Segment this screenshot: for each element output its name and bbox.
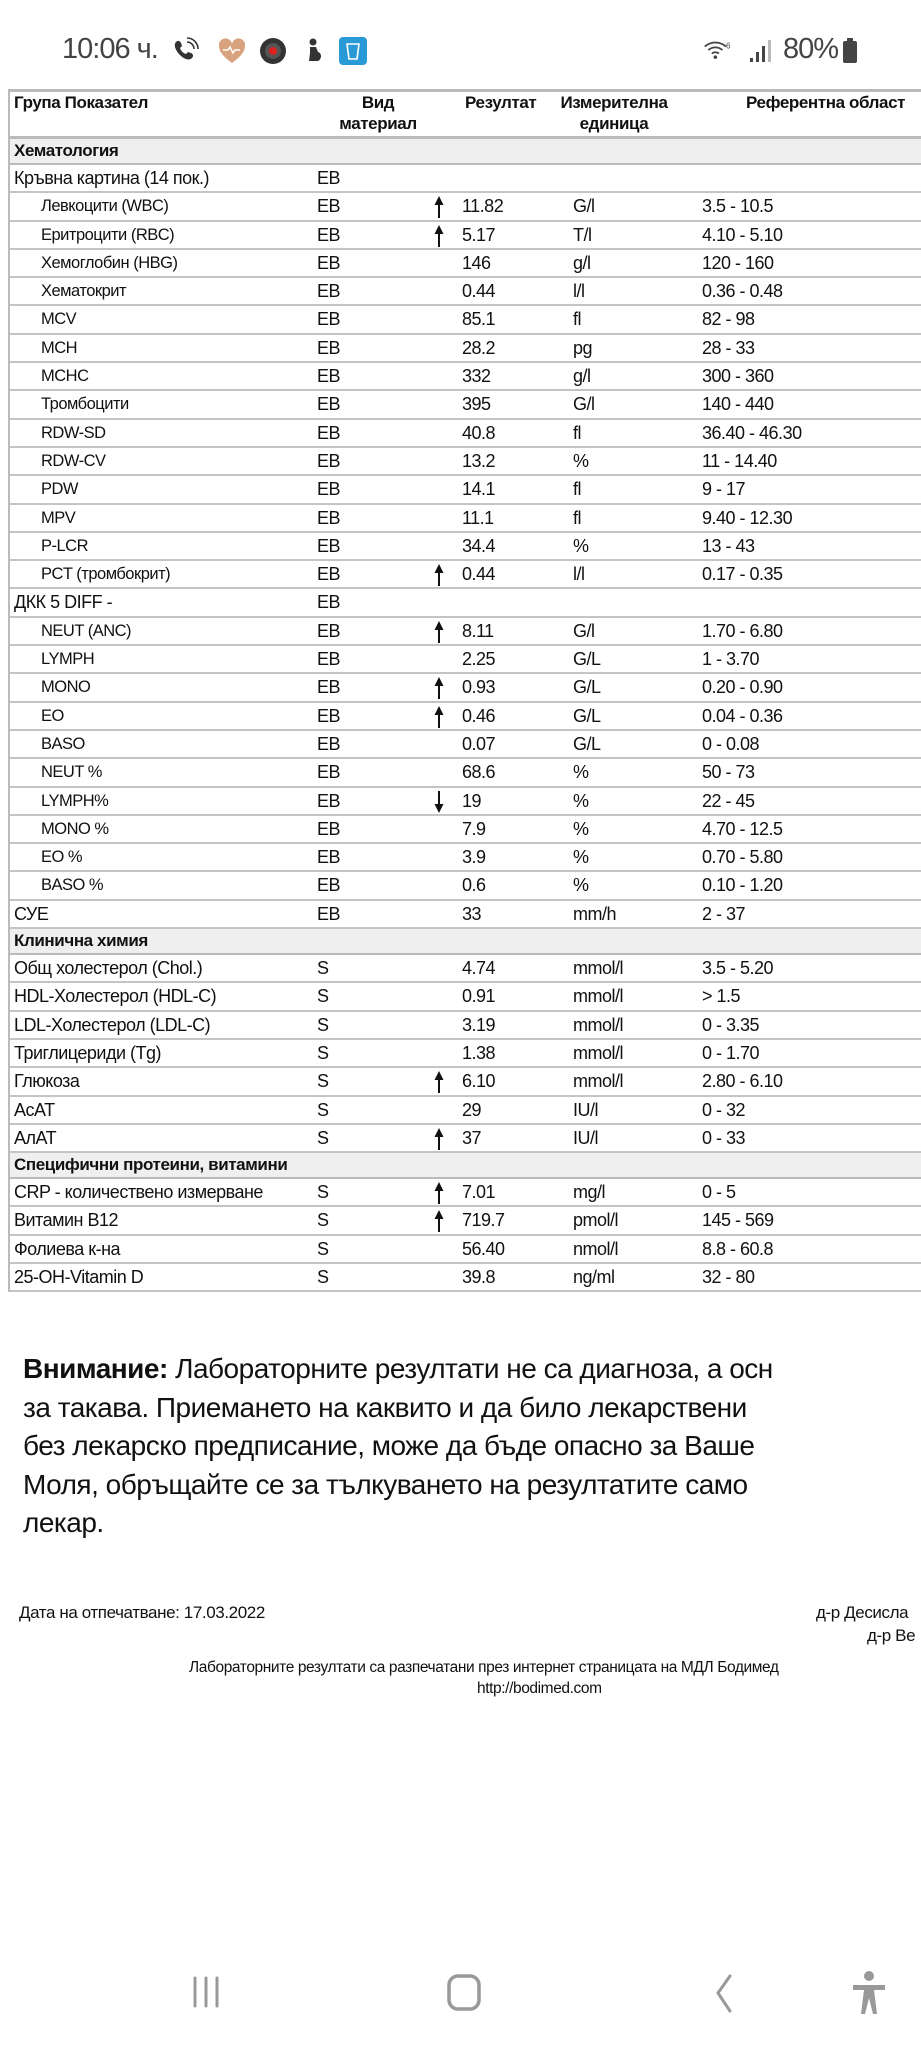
unit: pg (573, 337, 593, 358)
result-value: 33 (462, 903, 482, 924)
reference-range: 0 - 1.70 (702, 1042, 760, 1063)
table-row (10, 759, 921, 787)
section-header: Хематология (10, 139, 921, 165)
unit: mmol/l (573, 1014, 623, 1035)
result-value: 11.82 (462, 196, 504, 217)
result-value: 14.1 (462, 479, 496, 500)
reference-range: 32 - 80 (702, 1266, 755, 1287)
reference-range: 3.5 - 5.20 (702, 958, 774, 979)
material: EB (317, 705, 341, 726)
table-row (10, 1236, 921, 1264)
table-row (10, 872, 921, 900)
reference-range: 0 - 32 (702, 1099, 746, 1120)
home-button[interactable] (444, 1968, 484, 2016)
table-row (10, 788, 921, 816)
reference-range: 9.40 - 12.30 (702, 507, 793, 528)
unit: G/l (573, 620, 595, 641)
test-name: NEUT % (41, 763, 102, 782)
reference-range: 0.20 - 0.90 (702, 677, 783, 698)
reference-range: 1.70 - 6.80 (702, 620, 783, 641)
table-row (10, 1207, 921, 1235)
test-name: EO (41, 706, 64, 725)
result-value: 3.9 (462, 847, 486, 868)
test-name: MCHC (41, 367, 89, 386)
reference-range: 50 - 73 (702, 762, 755, 783)
test-name: NEUT (ANC) (41, 621, 132, 640)
reference-range: 28 - 33 (702, 337, 755, 358)
unit: IU/l (573, 1127, 598, 1148)
test-name: BASO % (41, 876, 104, 895)
reference-range: 4.70 - 12.5 (702, 818, 783, 839)
water-reminder-icon (338, 36, 368, 66)
header-unit: Измерителна единица (560, 93, 668, 133)
unit: % (573, 762, 589, 783)
test-name: MONO % (41, 819, 109, 838)
table-row (10, 391, 921, 419)
reference-range: 0.36 - 0.48 (702, 281, 783, 302)
reference-range: 300 - 360 (702, 366, 774, 387)
warning-line: без лекарско предписание, може да бъде опасно за Ваше (23, 1430, 755, 1461)
table-row (10, 476, 921, 504)
table-row (10, 222, 921, 250)
reference-range: 0.70 - 5.80 (702, 847, 783, 868)
unit: fl (573, 309, 581, 330)
test-name: Тромбоцити (41, 395, 129, 414)
result-value: 4.74 (462, 958, 496, 979)
table-row (10, 844, 921, 872)
material: S (317, 1042, 329, 1063)
result-value: 7.9 (462, 818, 486, 839)
table-header (10, 92, 921, 139)
reference-range: 0 - 33 (702, 1127, 746, 1148)
result-value: 719.7 (462, 1210, 505, 1231)
unit: % (573, 535, 589, 556)
result-value: 56.40 (462, 1238, 505, 1259)
unit: nmol/l (573, 1238, 619, 1259)
material: S (317, 1099, 329, 1120)
material: EB (317, 733, 341, 754)
table-row (10, 165, 921, 193)
unit: fl (573, 479, 581, 500)
material: EB (317, 875, 341, 896)
test-name: RDW-SD (41, 423, 106, 442)
table-row (10, 618, 921, 646)
result-value: 8.11 (462, 620, 494, 641)
back-button[interactable] (706, 1968, 740, 2016)
result-value: 39.8 (462, 1266, 496, 1287)
result-value: 395 (462, 394, 491, 415)
reference-range: 8.8 - 60.8 (702, 1238, 774, 1259)
material: EB (317, 224, 341, 245)
result-value: 11.1 (462, 507, 494, 528)
test-name: Еритроцити (RBC) (41, 225, 175, 244)
material: EB (317, 790, 341, 811)
doctor-name-1: д-р Десисла (816, 1603, 909, 1622)
reference-range: 140 - 440 (702, 394, 774, 415)
test-name: Фолиева к-на (14, 1238, 121, 1259)
material: EB (317, 281, 341, 302)
table-row (10, 703, 921, 731)
unit: ng/ml (573, 1266, 615, 1287)
unit: l/l (573, 564, 585, 585)
reference-range: 145 - 569 (702, 1210, 774, 1231)
result-value: 40.8 (462, 422, 496, 443)
result-value: 2.25 (462, 649, 496, 670)
reference-range: 1 - 3.70 (702, 649, 760, 670)
unit: G/L (573, 733, 601, 754)
material: EB (317, 592, 341, 613)
material: EB (317, 507, 341, 528)
material: S (317, 1182, 329, 1203)
table-row (10, 674, 921, 702)
material: EB (317, 535, 341, 556)
table-row (10, 420, 921, 448)
table-row (10, 561, 921, 589)
pregnancy-icon (300, 36, 330, 66)
unit: G/L (573, 677, 601, 698)
table-row (10, 646, 921, 674)
test-name: Хематокрит (41, 282, 127, 301)
test-name: Хемоглобин (HBG) (41, 253, 178, 272)
result-value: 7.01 (462, 1182, 496, 1203)
signal-icon (746, 36, 776, 66)
reference-range: 0 - 3.35 (702, 1014, 760, 1035)
material: EB (317, 903, 341, 924)
battery-percent: 80% (783, 33, 839, 65)
unit: mmol/l (573, 986, 623, 1007)
material: EB (317, 649, 341, 670)
results-table (8, 89, 921, 1292)
test-name: АлАТ (14, 1127, 57, 1148)
result-value: 0.6 (462, 875, 486, 896)
test-name: MONO (41, 678, 91, 697)
print-date: Дата на отпечатване: 17.03.2022 (19, 1603, 265, 1622)
reference-range: 0 - 0.08 (702, 733, 760, 754)
reference-range: 0.04 - 0.36 (702, 705, 783, 726)
battery-icon (842, 36, 858, 66)
result-value: 146 (462, 252, 491, 273)
unit: mmol/l (573, 958, 623, 979)
doctor-name-2: д-р Ве (867, 1626, 916, 1645)
material: EB (317, 168, 341, 188)
test-name: PCT (тромбокрит) (41, 565, 171, 584)
result-value: 6.10 (462, 1071, 496, 1092)
material: EB (317, 677, 341, 698)
table-row (10, 1040, 921, 1068)
reference-range: 2 - 37 (702, 903, 746, 924)
unit: % (573, 875, 589, 896)
result-value: 1.38 (462, 1042, 496, 1063)
test-name: CRP - количествено измерване (14, 1182, 263, 1203)
reference-range: 36.40 - 46.30 (702, 422, 802, 443)
result-value: 0.46 (462, 705, 496, 726)
warning-label: Внимание: (23, 1353, 168, 1384)
table-row (10, 1179, 921, 1207)
reference-range: 82 - 98 (702, 309, 755, 330)
table-row (10, 1125, 921, 1153)
table-row (10, 731, 921, 759)
svg-text:6: 6 (725, 41, 731, 51)
header-result: Резултат (465, 93, 537, 112)
unit: mmol/l (573, 1071, 623, 1092)
test-name: LYMPH (41, 650, 95, 669)
test-name: BASO (41, 734, 85, 753)
unit: % (573, 818, 589, 839)
material: EB (317, 620, 341, 641)
material: EB (317, 818, 341, 839)
table-row (10, 505, 921, 533)
accessibility-button[interactable] (849, 1968, 889, 2024)
unit: l/l (573, 281, 585, 302)
table-row (10, 1068, 921, 1096)
material: S (317, 1238, 329, 1259)
table-row (10, 363, 921, 391)
material: S (317, 1210, 329, 1231)
table-row (10, 306, 921, 334)
reference-range: 2.80 - 6.10 (702, 1071, 783, 1092)
table-row (10, 250, 921, 278)
test-name: RDW-CV (41, 451, 106, 470)
material: S (317, 1014, 329, 1035)
test-name: Глюкоза (14, 1071, 80, 1092)
health-heart-icon (217, 36, 247, 66)
unit: fl (573, 422, 581, 443)
material: EB (317, 309, 341, 330)
table-row (10, 589, 921, 617)
material: EB (317, 479, 341, 500)
table-row (10, 1264, 921, 1292)
test-name: EO % (41, 848, 83, 867)
printed-via-note: Лабораторните резултати са разпечатани през интернет страницата на МДЛ Бодимед (189, 1659, 779, 1676)
result-value: 0.93 (462, 677, 496, 698)
test-name: LDL-Холестерол (LDL-C) (14, 1014, 211, 1035)
table-row (10, 901, 921, 929)
material: EB (317, 422, 341, 443)
material: EB (317, 337, 341, 358)
test-name: Общ холестерол (Chol.) (14, 958, 203, 979)
section-header: Клинична химия (10, 929, 921, 955)
unit: IU/l (573, 1099, 598, 1120)
result-value: 5.17 (462, 224, 496, 245)
test-name: P-LCR (41, 536, 89, 555)
result-value: 0.91 (462, 986, 496, 1007)
warning-line: Лабораторните резултати не са диагноза, а осн (167, 1353, 773, 1384)
test-name: Витамин B12 (14, 1210, 119, 1231)
wifi-icon (703, 36, 733, 66)
table-row (10, 1012, 921, 1040)
result-value: 34.4 (462, 535, 496, 556)
material: S (317, 1266, 329, 1287)
reference-range: 0 - 5 (702, 1182, 736, 1203)
result-value: 0.44 (462, 564, 496, 585)
test-name: MPV (41, 508, 76, 527)
warning-line: Моля, обръщайте се за тълкуването на резултатите само (23, 1468, 748, 1500)
unit: G/L (573, 705, 601, 726)
header-name: Група Показател (14, 93, 149, 112)
material: EB (317, 450, 341, 471)
result-value: 85.1 (462, 309, 496, 330)
test-name: Левкоцити (WBC) (41, 197, 169, 216)
table-row (10, 983, 921, 1011)
material: S (317, 1127, 329, 1148)
app-record-icon (258, 36, 288, 66)
section-header: Специфични протеини, витамини (10, 1153, 921, 1179)
reference-range: 9 - 17 (702, 479, 746, 500)
table-row (10, 816, 921, 844)
material: EB (317, 366, 341, 387)
unit: T/l (573, 224, 592, 245)
result-value: 0.07 (462, 733, 496, 754)
reference-range: 4.10 - 5.10 (702, 224, 783, 245)
header-reference: Референтна област (746, 93, 906, 112)
reference-range: 13 - 43 (702, 535, 755, 556)
reference-range: 120 - 160 (702, 252, 774, 273)
test-name: 25-OH-Vitamin D (14, 1266, 144, 1287)
test-name: Триглицериди (Tg) (14, 1042, 162, 1063)
unit: g/l (573, 366, 591, 387)
table-row (10, 448, 921, 476)
result-value: 37 (462, 1127, 482, 1148)
lab-url-link[interactable]: http://bodimed.com (477, 1680, 602, 1697)
warning-line: за такава. Приемането на каквито и да било лекарствени (23, 1391, 747, 1423)
unit: G/l (573, 394, 595, 415)
unit: % (573, 790, 589, 811)
call-icon (170, 36, 200, 66)
result-value: 332 (462, 366, 491, 387)
table-row (10, 955, 921, 983)
result-value: 0.44 (462, 281, 496, 302)
recent-apps-button[interactable] (188, 1968, 224, 2016)
material: EB (317, 564, 341, 585)
status-time: 10:06 ч. (62, 33, 158, 65)
test-name: Кръвна картина (14 пок.) (14, 168, 210, 188)
unit: % (573, 847, 589, 868)
unit: G/L (573, 649, 601, 670)
unit: pmol/l (573, 1210, 619, 1231)
test-name: АсАТ (14, 1099, 55, 1120)
table-row (10, 1097, 921, 1125)
test-name: MCV (41, 310, 77, 329)
test-name: HDL-Холестерол (HDL-C) (14, 986, 217, 1007)
material: EB (317, 394, 341, 415)
unit: mmol/l (573, 1042, 623, 1063)
result-value: 13.2 (462, 450, 496, 471)
material: S (317, 958, 329, 979)
reference-range: 0.10 - 1.20 (702, 875, 783, 896)
reference-range: 3.5 - 10.5 (702, 196, 774, 217)
warning-text (23, 1350, 773, 1543)
material: EB (317, 252, 341, 273)
unit: mm/h (573, 903, 616, 924)
material: EB (317, 847, 341, 868)
reference-range: > 1.5 (702, 986, 741, 1007)
test-name: ДКК 5 DIFF - (14, 592, 113, 613)
unit: % (573, 450, 589, 471)
result-value: 19 (462, 790, 482, 811)
test-name: MCH (41, 338, 78, 357)
unit: fl (573, 507, 581, 528)
table-row (10, 193, 921, 221)
test-name: СУЕ (14, 903, 49, 924)
material: EB (317, 196, 341, 217)
warning-line: лекар. (23, 1507, 104, 1538)
table-row (10, 278, 921, 306)
result-value: 68.6 (462, 762, 496, 783)
result-value: 3.19 (462, 1014, 496, 1035)
material: S (317, 986, 329, 1007)
material: S (317, 1071, 329, 1092)
table-row (10, 533, 921, 561)
test-name: LYMPH% (41, 791, 109, 810)
reference-range: 22 - 45 (702, 790, 755, 811)
test-name: PDW (41, 480, 78, 499)
unit: mg/l (573, 1182, 606, 1203)
result-value: 29 (462, 1099, 482, 1120)
header-material: Вид материал (339, 93, 417, 133)
unit: g/l (573, 252, 591, 273)
material: EB (317, 762, 341, 783)
reference-range: 11 - 14.40 (702, 450, 777, 471)
result-value: 28.2 (462, 337, 496, 358)
reference-range: 0.17 - 0.35 (702, 564, 783, 585)
table-row (10, 335, 921, 363)
unit: G/l (573, 196, 595, 217)
